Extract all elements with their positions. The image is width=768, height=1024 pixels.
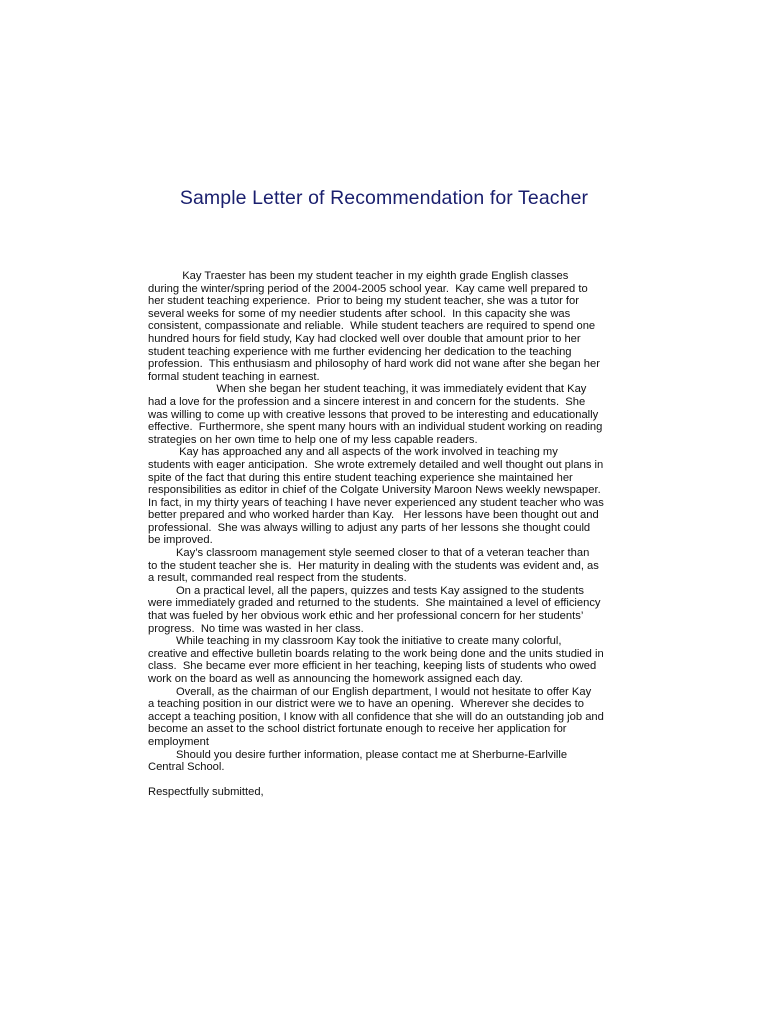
letter-line: professional. She was always willing to adjust any parts of her lessons she thought could [148, 521, 591, 534]
letter-line: her student teaching experience. Prior to being my student teacher, she was a tutor for [148, 295, 579, 308]
letter-line: during the winter/spring period of the 2004-2005 school year. Kay came well prepared to [148, 282, 588, 295]
letter-line: better prepared and who worked harder than Kay. Her lessons have been thought out and [148, 509, 599, 522]
letter-line: responsibilities as editor in chief of the Colgate University Maroon News weekly newspaper. [148, 484, 601, 497]
letter-body [148, 270, 638, 799]
letter-line: had a love for the profession and a sincere interest in and concern for the students. She [148, 395, 586, 408]
letter-line: Overall, as the chairman of our English department, I would not hesitate to offer Kay [148, 685, 592, 698]
letter-line: work on the board as well as announcing the homework assigned each day. [148, 673, 523, 685]
letter-line: On a practical level, all the papers, quizzes and tests Kay assigned to the students [148, 584, 584, 597]
letter-line: student teaching experience with me further evidencing her dedication to the teaching [148, 345, 572, 358]
letter-line: Respectfully submitted, [148, 786, 264, 799]
letter-line: Kay’s classroom management style seemed closer to that of a veteran teacher than [148, 547, 590, 560]
letter-line: Central School. [148, 761, 225, 774]
letter-line: creative and effective bulletin boards relating to the work being done and the units studied in [148, 647, 604, 660]
letter-line: formal student teaching in earnest. [148, 370, 320, 383]
document-title: Sample Letter of Recommendation for Teacher [179, 187, 589, 209]
letter-line: While teaching in my classroom Kay took the initiative to create many colorful, [148, 635, 562, 648]
letter-line: accept a teaching position, I know with all confidence that she will do an outstanding job and [148, 710, 604, 723]
letter-line: progress. No time was wasted in her class. [148, 622, 364, 635]
letter-line: In fact, in my thirty years of teaching I have never experienced any student teacher who was [148, 496, 604, 509]
letter-line: several weeks for some of my needier students after school. In this capacity she was [148, 307, 571, 320]
blank-line [148, 774, 638, 787]
letter-line: hundred hours for field study, Kay had clocked well over double that amount prior to her [148, 332, 581, 345]
letter-line: was willing to come up with creative lessons that proved to be interesting and educationally [148, 408, 599, 421]
letter-line: students with eager anticipation. She wrote extremely detailed and well thought out plans in [148, 458, 604, 471]
letter-line: to the student teacher she is. Her maturity in dealing with the students was evident and, as [148, 559, 599, 572]
letter-line: a teaching position in our district were we to have an opening. Wherever she decides to [148, 698, 584, 711]
letter-line: be improved. [148, 534, 213, 547]
letter-line: strategies on her own time to help one of my less capable readers. [148, 433, 478, 446]
letter-line: employment [148, 735, 209, 748]
letter-line: that was fueled by her obvious work ethic and her professional concern for her students’ [148, 610, 584, 623]
letter-line: Kay Traester has been my student teacher in my eighth grade English classes [148, 270, 569, 282]
letter-line: When she began her student teaching, it was immediately evident that Kay [148, 383, 587, 396]
letter-line: consistent, compassionate and reliable. While student teachers are required to spend one [148, 320, 596, 333]
letter-line: effective. Furthermore, she spent many hours with an individual student working on reading [148, 421, 603, 434]
letter-line: Should you desire further information, please contact me at Sherburne-Earlville [148, 748, 568, 761]
letter-line: Kay has approached any and all aspects of the work involved in teaching my [148, 446, 558, 459]
letter-line: profession. This enthusiasm and philosophy of hard work did not wane after she began her [148, 358, 600, 371]
letter-line: a result, commanded real respect from the students. [148, 572, 407, 585]
letter-line: become an asset to the school district fortunate enough to receive her application for [148, 723, 567, 736]
letter-line: spite of the fact that during this entire student teaching experience she maintained her [148, 471, 573, 484]
letter-line: were immediately graded and returned to the students. She maintained a level of efficiency [148, 597, 601, 610]
letter-line: class. She became ever more efficient in her teaching, keeping lists of students who owed [148, 660, 597, 673]
